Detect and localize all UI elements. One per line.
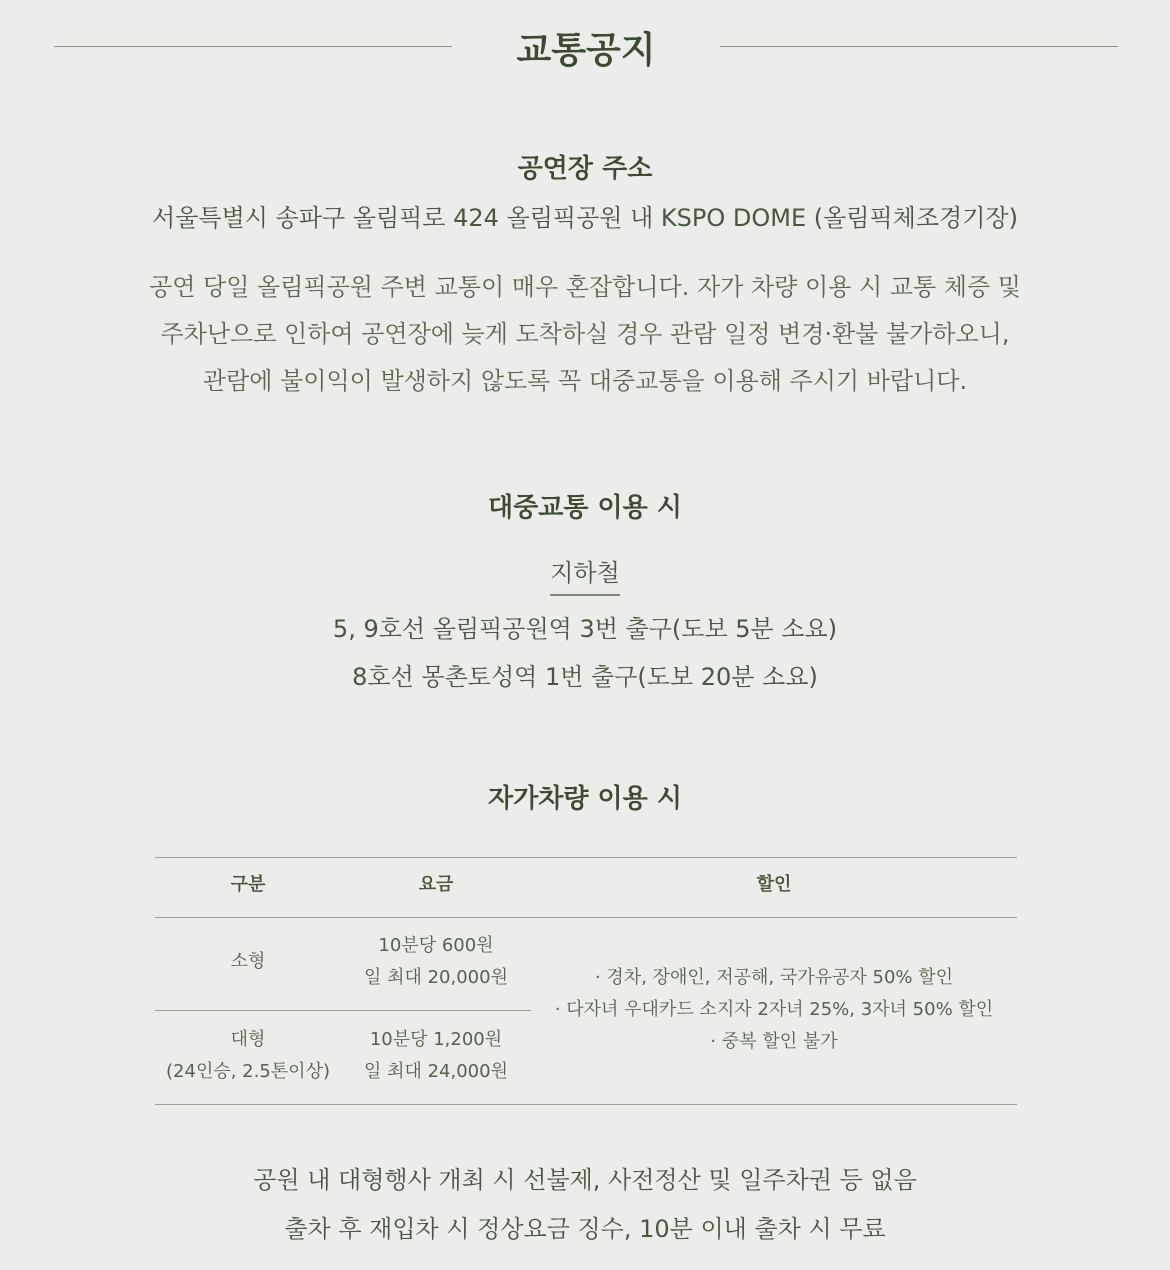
page-title: 교통공지	[516, 29, 656, 71]
table-cell-type-large: 대형 (24인승, 2.5톤이상)	[166, 1029, 330, 1082]
section-title-row	[0, 22, 1170, 74]
discount-item: · 경차, 장애인, 저공해, 국가유공자 50% 할인	[594, 967, 954, 988]
venue-heading: 공연장 주소	[517, 154, 653, 184]
subway-route-1: 5, 9호선 올림픽공원역 3번 출구(도보 5분 소요)	[332, 615, 838, 643]
title-divider-right	[720, 46, 1118, 47]
table-bottom-border	[155, 1104, 1017, 1105]
table-row-divider	[155, 1010, 531, 1011]
notice-line: 관람에 불이익이 발생하지 않도록 꼭 대중교통을 이용해 주시기 바랍니다.	[202, 367, 968, 395]
table-cell-type-small: 소형	[230, 951, 266, 972]
discount-item: · 중복 할인 불가	[710, 1031, 838, 1052]
public-transport-heading: 대중교통 이용 시	[488, 493, 682, 523]
table-cell-discounts	[531, 962, 1017, 1058]
venue-address: 서울특별시 송파구 올림픽로 424 올림픽공원 내 KSPO DOME (올림픽체조경기장)	[152, 204, 1018, 232]
car-heading: 자가차량 이용 시	[488, 784, 682, 814]
notice-paragraph	[0, 264, 1170, 405]
subway-label: 지하철	[550, 553, 620, 596]
table-header-border	[155, 917, 1017, 918]
footer-note-2: 출차 후 재입차 시 정상요금 징수, 10분 이내 출차 시 무료	[284, 1215, 886, 1243]
table-cell-fee-large: 10분당 1,200원 일 최대 24,000원	[364, 1029, 508, 1082]
footer-note-1: 공원 내 대형행사 개최 시 선불제, 사전정산 및 일주차권 등 없음	[253, 1166, 917, 1194]
table-header-fee: 요금	[418, 874, 454, 895]
notice-line: 공연 당일 올림픽공원 주변 교통이 매우 혼잡합니다. 자가 차량 이용 시 교통 체증 및	[149, 273, 1021, 301]
parking-fee-table	[155, 857, 1017, 1105]
subway-label-wrap	[0, 553, 1170, 596]
discount-item: · 다자녀 우대카드 소지자 2자녀 25%, 3자녀 50% 할인	[554, 999, 994, 1020]
table-cell-fee-small: 10분당 600원 일 최대 20,000원	[364, 935, 508, 988]
subway-route-2: 8호선 몽촌토성역 1번 출구(도보 20분 소요)	[352, 663, 818, 691]
table-header-type: 구분	[230, 874, 266, 895]
table-top-border	[155, 857, 1017, 858]
notice-line: 주차난으로 인하여 공연장에 늦게 도착하실 경우 관람 일정 변경·환불 불가하오니,	[160, 320, 1010, 348]
title-divider-left	[54, 46, 452, 47]
table-header-discount: 할인	[756, 874, 792, 895]
